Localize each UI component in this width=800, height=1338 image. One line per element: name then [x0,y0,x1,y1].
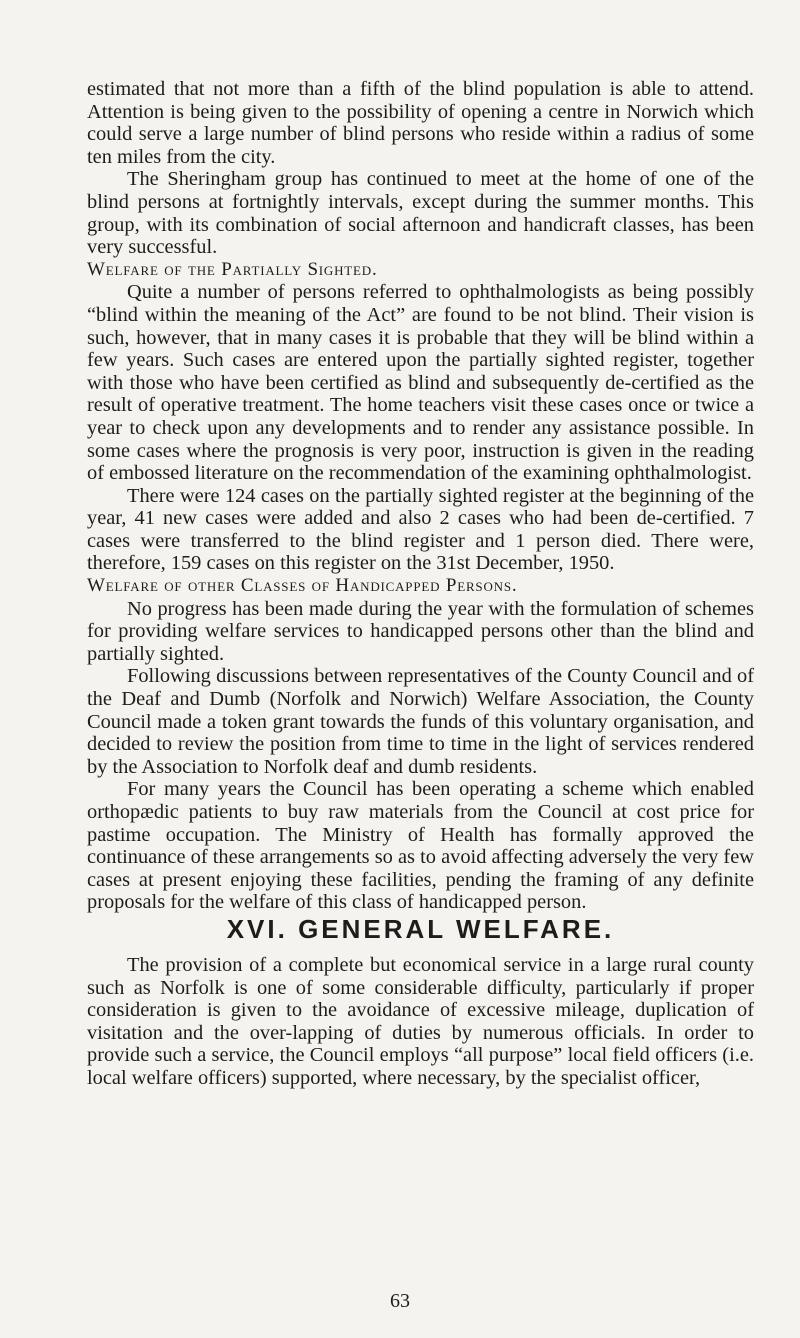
section-heading-general-welfare: XVI. GENERAL WELFARE. [226,913,615,944]
heading-handicapped-persons: Welfare of other Classes of Handicapped Persons. [87,575,518,597]
paragraph-orthopaedic-scheme: For many years the Council has been operating a scheme which enabled orthopædic patients to buy raw materials from the Council at cost price for pastime occupation. The Ministry of Health has formally approved the continuance of these arrangements so as to avoid affecting adversely the very few cases at present enjoying these facilities, pending the framing of any definite proposals for the welfare of this class of handicapped person. [87,778,754,914]
paragraph-sheringham-group: The Sheringham group has continued to meet at the home of one of the blind persons at fortnightly intervals, except during the summer months. This group, with its combination of social afternoon and handicraft classes, has been very successful. [87,168,754,259]
paragraph-deaf-dumb-association: Following discussions between representatives of the County Council and of the Deaf and Dumb (Norfolk and Norwich) Welfare Association, the County Council made a token grant towards the funds of this voluntary organisation, and decided to review the position from time to time in the light of services rendered by the Association to Norfolk deaf and dumb residents. [87,665,754,778]
paragraph-general-welfare: The provision of a complete but economical service in a large rural county such as Norfolk is one of some considerable difficulty, particularly if proper consideration is given to the avoidance of excessive mileage, duplication of visitation and the over-lapping of duties by numerous officials. In order to provide such a service, the Council employs “all purpose” local field officers (i.e. local welfare officers) supported, where necessary, by the specialist officer, [87,953,754,1089]
page-number: 63 [390,1290,410,1312]
heading-partially-sighted: Welfare of the Partially Sighted. [87,258,378,280]
paragraph-register-stats: There were 124 cases on the partially sighted register at the beginning of the year, 41 new cases were added and also 2 cases who had been de-certified. 7 cases were transferred to the blind register and 1 person died. There were, therefore, 159 cases on this register on the 31st December, 1950. [87,484,754,575]
document-page [87,78,754,1090]
paragraph-blind-centre: estimated that not more than a fifth of the blind population is able to attend. Attention is being given to the possibility of opening a centre in Norwich which could serve a large number of blind persons who reside within a radius of some ten miles from the city. [87,78,754,168]
paragraph-no-progress: No progress has been made during the year with the formulation of schemes for providing welfare services to handicapped persons other than the blind and partially sighted. [87,597,754,665]
paragraph-ophthalmologists: Quite a number of persons referred to ophthalmologists as being possibly “blind within the meaning of the Act” are found to be not blind. Their vision is such, however, that in many cases it is probable that they will be blind within a few years. Such cases are entered upon the partially sighted register, together with those who have been certified as blind and subsequently de-certified as the result of operative treatment. The home teachers visit these cases once or twice a year to check upon any developments and to render any assistance possible. In some cases where the prognosis is very poor, instruction is given in the reading of embossed literature on the recommendation of the examining ophthalmologist. [87,281,754,485]
